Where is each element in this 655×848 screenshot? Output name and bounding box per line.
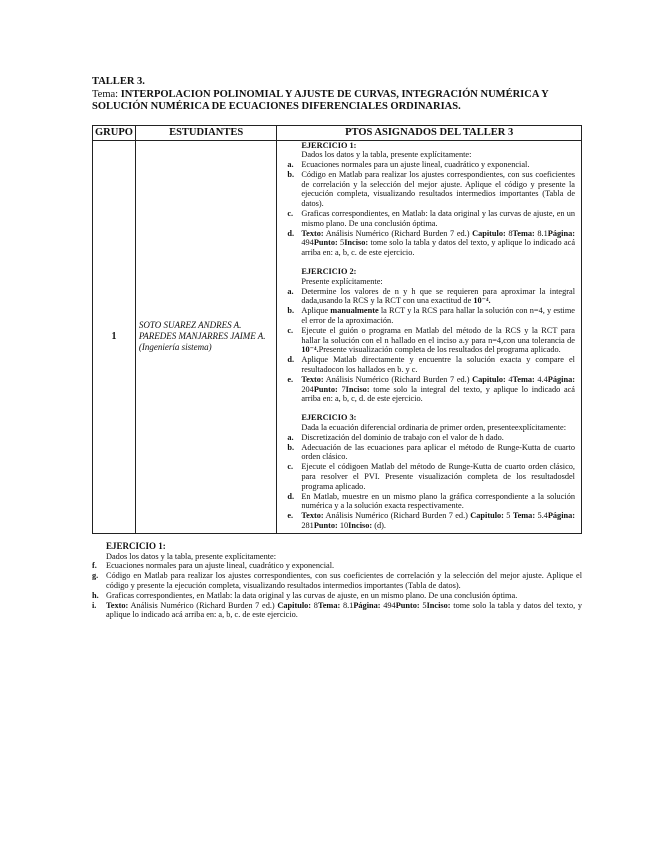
- list-item: c. Ejecute el guión o programa en Matlab del método de la RCS y la RCT para hallar la solución con el n hallado en el inciso a.y para n=4,con una tolerancia de 10⁻⁴.Presente visualización completa de los resultados del programa aplicado.: [287, 325, 575, 355]
- list-item: c. Graficas correspondientes, en Matlab: la data original y las curvas de ajuste, en un mismo plano. De una conclusión óptima.: [287, 209, 575, 228]
- exercise-title: EJERCICIO 1:: [301, 140, 357, 150]
- topic-label: Tema:: [92, 88, 119, 100]
- group-number: 1: [93, 140, 136, 533]
- table-header-row: [93, 125, 582, 140]
- exercise-title: EJERCICIO 2:: [301, 267, 357, 277]
- column-header-grupo: GRUPO: [93, 125, 136, 140]
- topic-line: [92, 89, 582, 114]
- exercise-1-repeat: [92, 542, 582, 620]
- exercise-3: [287, 413, 575, 531]
- list-item: b. Código en Matlab para realizar los ajustes correspondientes, con sus coeficientes de correlación y la selección del mejor ajuste. Aplique el código y presente la ejecución completa, visualizando resultados intermedios importantes (Tabla de datos).: [287, 169, 575, 209]
- document-header: [92, 76, 582, 114]
- list-item: a. Ecuaciones normales para un ajuste lineal, cuadrático y exponencial.: [287, 160, 530, 170]
- list-item: a. Determine los valores de n y h que se requieren para aproximar la integral dada,usando la RCS y la RCT con una exactitud de 10⁻⁴.: [287, 286, 575, 306]
- exercise-intro: Dados los datos y la tabla, presente explícitamente:: [301, 150, 472, 160]
- topic-text: INTERPOLACION POLINOMIAL Y AJUSTE DE CURVAS, INTEGRACIÓN NUMÉRICA Y SOLUCIÓN NUMÉRICA DE ECUACIONES DIFERENCIALES ORDINARIAS.: [92, 88, 549, 112]
- list-item: f. Ecuaciones normales para un ajuste lineal, cuadrático y exponencial.: [92, 561, 335, 571]
- list-item: a. Discretización del dominio de trabajo con el valor de h dado.: [287, 432, 504, 442]
- exercise-intro: Dada la ecuación diferencial ordinaria de primer orden, presenteexplícitamente:: [301, 423, 567, 433]
- student-program: (Ingeniería sistema): [138, 342, 212, 353]
- exercise-2: [287, 267, 575, 404]
- exercise-title: EJERCICIO 3:: [301, 413, 357, 423]
- exercise-title: EJERCICIO 1:: [106, 540, 166, 551]
- list-item: e. Texto: Análisis Numérico (Richard Burden 7 ed.) Capitulo: 4Tema: 4.4Página: 204Punto: 7Inciso: tome solo la integral del texto, y aplique lo indicado acá arriba en: a, b, c, d. de este ejercicio.: [287, 374, 575, 404]
- list-item: d. Aplique Matlab directamente y encuentre la solución exacta y compare el resultadocon los hallados en b. y c.: [287, 355, 575, 375]
- list-item: i. Texto: Análisis Numérico (Richard Burden 7 ed.) Capitulo: 8Tema: 8.1Página: 494Punto: 5Inciso: tome solo la tabla y datos del texto, y aplique lo indicado acá arriba en: a, b, c. de este ejercicio.: [92, 600, 583, 620]
- workshop-title: TALLER 3.: [92, 76, 145, 87]
- assignment-table: [92, 125, 582, 534]
- exercise-1: [287, 141, 575, 259]
- student-name: PAREDES MANJARRES JAIME A.: [138, 331, 266, 342]
- points-cell: [277, 140, 582, 533]
- column-header-estudiantes: ESTUDIANTES: [135, 125, 276, 140]
- student-name: SOTO SUAREZ ANDRES A.: [138, 320, 242, 331]
- exercise-intro: Presente explícitamente:: [301, 276, 383, 286]
- list-item: b. Aplique manualmente la RCT y la RCS para hallar la solución con n=4, y estime el error de la aproximación.: [287, 306, 575, 326]
- list-item: c. Ejecute el códigoen Matlab del método de Runge-Kutta de cuarto orden clásico, para resolver el PVI. Presente visualización completa de los resultadosdel programa aplicado.: [287, 462, 575, 491]
- list-item: h. Graficas correspondientes, en Matlab: la data original y las curvas de ajuste, en un mismo plano. De una conclusión óptima.: [92, 590, 518, 600]
- students-cell: [135, 140, 276, 533]
- list-item: e. Texto: Análisis Numérico (Richard Burden 7 ed.) Capitulo: 5 Tema: 5.4Página: 281Punto: 10Inciso: (d).: [287, 511, 576, 530]
- list-item: d. Texto: Análisis Numérico (Richard Burden 7 ed.) Capitulo: 8Tema: 8.1Página: 494Punto: 5Inciso: tome solo la tabla y datos del texto, y aplique lo indicado acá arriba en: a, b, c. de este ejercicio.: [287, 228, 575, 258]
- column-header-puntos: PTOS ASIGNADOS DEL TALLER 3: [277, 125, 582, 140]
- list-item: g. Código en Matlab para realizar los ajustes correspondientes, con sus coeficientes de correlación y la selección del mejor ajuste. Aplique el código y presente la ejecución completa, visualizando resultados intermedios importantes (Tabla de datos).: [92, 571, 582, 590]
- list-item: b. Adecuación de las ecuaciones para aplicar el método de Runge-Kutta de cuarto orden clásico.: [287, 442, 575, 462]
- list-item: d. En Matlab, muestre en un mismo plano la gráfica correspondiente a la solución numérica y a la solución exacta respectivamente.: [287, 491, 575, 511]
- exercise-intro: Dados los datos y la tabla, presente explícitamente:: [106, 551, 277, 561]
- document-page: [92, 76, 582, 620]
- table-row: [93, 140, 582, 533]
